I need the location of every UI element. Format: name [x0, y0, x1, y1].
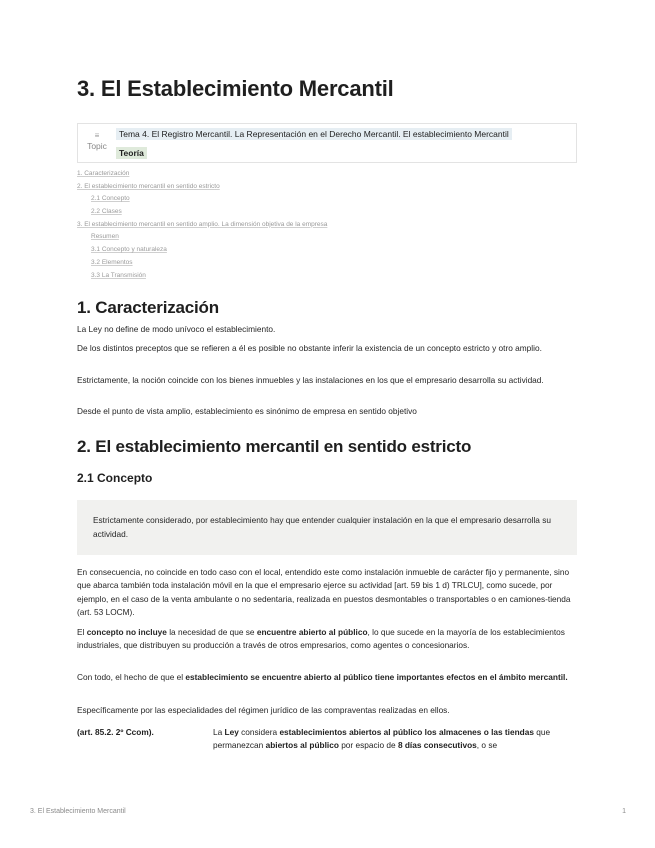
topic-value[interactable]: Tema 4. El Registro Mercantil. La Representación en el Derecho Mercantil. El establecimiento Mercantil [116, 128, 512, 140]
callout-box: Estrictamente considerado, por establecimiento hay que entender cualquier instalación en la que el empresario desarrolla su actividad. [77, 500, 577, 555]
law-article-ref: (art. 85.2. 2º Ccom). [77, 727, 154, 737]
page-number: 1 [622, 808, 626, 815]
paragraph: Con todo, el hecho de que el establecimiento se encuentre abierto al público tiene importantes efectos en el ámbito mercantil. [77, 672, 568, 682]
properties-block [77, 123, 577, 163]
page-title: 3. El Establecimiento Mercantil [77, 76, 394, 101]
law-text: La Ley considera establecimientos abiertos al público los almacenes o las tiendas que permanezcan abiertos al público por espacio de 8 días consecutivos, o se [213, 727, 551, 751]
footer-title: 3. El Establecimiento Mercantil [30, 808, 126, 815]
toc-link[interactable]: 3.3 La Transmisión [91, 271, 146, 279]
subsection-heading: 2.1 Concepto [77, 471, 153, 485]
tag-teoria[interactable]: Teoría [116, 147, 147, 159]
toc-link[interactable]: 2.1 Concepto [91, 195, 130, 203]
paragraph: Específicamente por las especialidades del régimen jurídico de las compraventas realizadas en ellos. [77, 705, 450, 715]
section-heading: 2. El establecimiento mercantil en sentido estricto [77, 437, 472, 456]
topic-property-label [82, 130, 112, 152]
paragraph: Estrictamente, la noción coincide con los bienes inmuebles y las instalaciones en los que el empresario desarrolla su actividad. [77, 375, 544, 385]
list-icon: ≡ [94, 131, 100, 140]
section-heading: 1. Caracterización [77, 298, 219, 317]
toc-link[interactable]: Resumen [91, 233, 119, 241]
toc-link[interactable]: 2.2 Clases [91, 208, 122, 216]
toc-link[interactable]: 3.1 Concepto y naturaleza [91, 246, 167, 254]
toc-link[interactable]: 1. Caracterización [77, 170, 130, 177]
paragraph: De los distintos preceptos que se refieren a él es posible no obstante inferir la existencia de un concepto estricto y otro amplio. [77, 343, 542, 353]
paragraph: La Ley no define de modo unívoco el establecimiento. [77, 324, 276, 334]
paragraph: Desde el punto de vista amplio, establecimiento es sinónimo de empresa en sentido objetivo [77, 406, 417, 416]
table-of-contents [77, 168, 577, 282]
toc-link[interactable]: 2. El establecimiento mercantil en sentido estricto [77, 182, 220, 190]
toc-link[interactable]: 3. El establecimiento mercantil en sentido amplio. La dimensión objetiva de la empresa [77, 220, 328, 228]
toc-link[interactable]: 3.2 Elementos [91, 258, 133, 266]
paragraph: El concepto no incluye la necesidad de que se encuentre abierto al público, lo que sucede en la mayoría de los establecimientos industriales, que distribuyen su producción a través de otros empresarios, como agentes o concesionarios. [77, 627, 565, 651]
paragraph: En consecuencia, no coincide en todo caso con el local, entendido este como instalación inmueble de carácter fijo y permanente, sino que abarca también toda instalación móvil en la que el empresario ejerce su actividad [art. 59 bis 1 d) TRLCU], como sucede, por ejemplo, en el caso de la venta ambulante o no sedentaria, realizada en puestos desmontables o transportables o en camiones-tienda (art. 53 LOCM). [77, 567, 571, 617]
topic-label: Topic [87, 141, 107, 151]
